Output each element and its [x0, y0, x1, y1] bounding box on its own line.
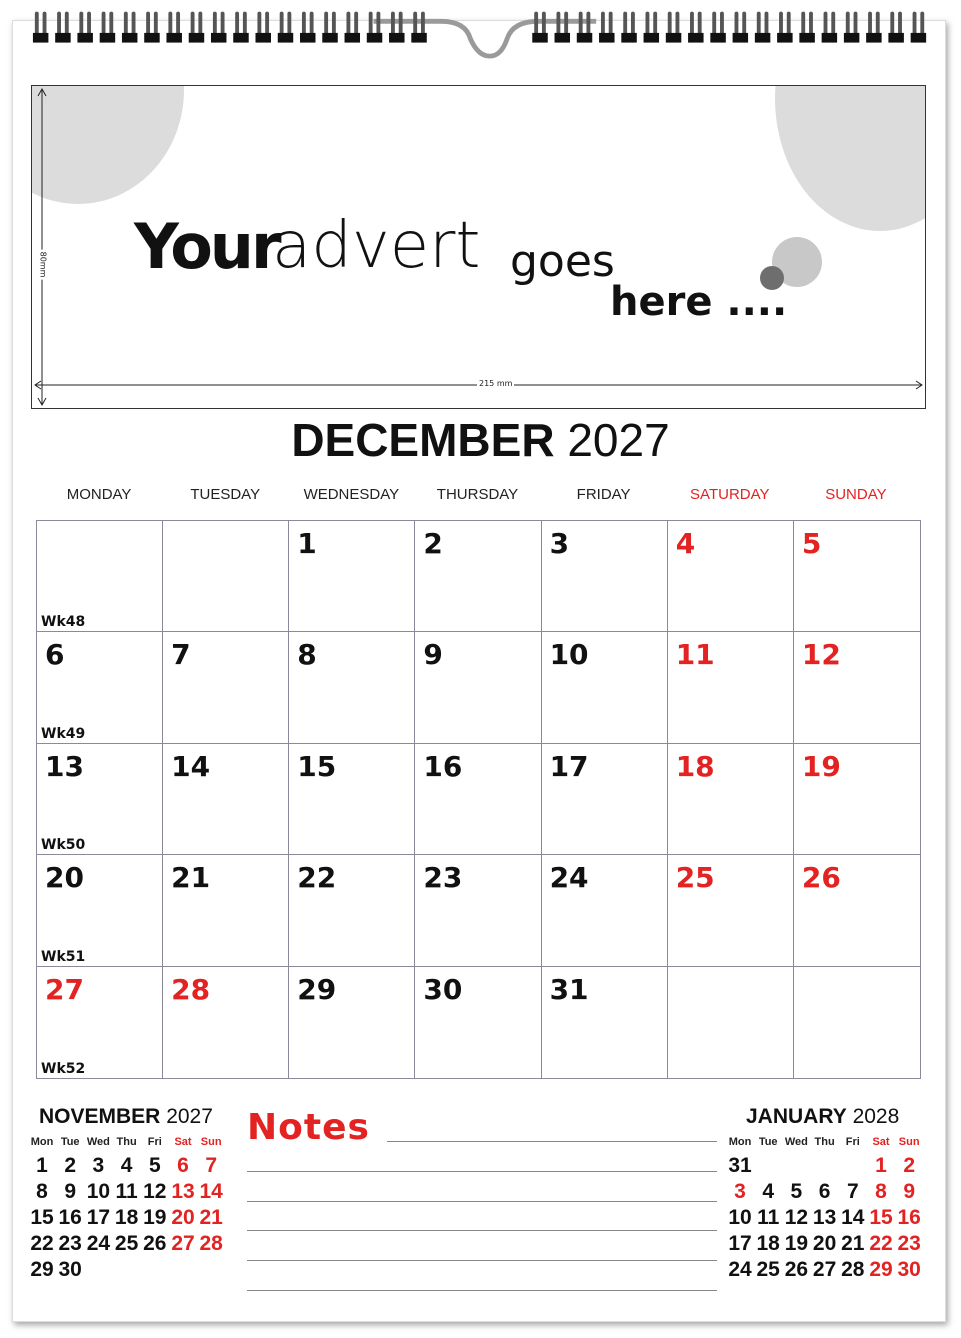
day-cell[interactable] [37, 855, 163, 966]
binding-hole [367, 33, 382, 43]
mini-day-number: 8 [875, 1180, 887, 1203]
month-name: DECEMBER [291, 414, 555, 466]
binding-hole [822, 33, 837, 43]
month-year: 2027 [567, 414, 670, 466]
day-cell[interactable] [415, 855, 541, 966]
day-cell[interactable] [542, 521, 668, 632]
day-number: 3 [549, 527, 570, 560]
mini-day-number: 3 [92, 1154, 105, 1177]
mini-weekday-mon: Mon [728, 1136, 752, 1148]
binding-hole [33, 33, 48, 43]
mini-calendar-november [28, 1102, 228, 1284]
mini-day-number: 31 [728, 1154, 752, 1177]
binding-hole [599, 33, 614, 43]
day-cell[interactable] [668, 967, 794, 1078]
day-number: 25 [675, 861, 715, 895]
advert-text-your: Your [134, 210, 279, 283]
day-cell[interactable] [542, 632, 668, 743]
mini-day-number: 15 [869, 1206, 893, 1229]
mini-day-number: 16 [58, 1206, 82, 1229]
mini-day-number: 13 [171, 1180, 195, 1203]
mini-week-row [726, 1154, 926, 1180]
mini-day-number: 9 [64, 1180, 77, 1203]
mini-weekday-thu: Thu [116, 1136, 137, 1148]
day-cell[interactable] [794, 744, 920, 855]
advert-text-here: here .... [610, 279, 788, 325]
mini-weekday-mon: Mon [30, 1136, 54, 1148]
day-number: 17 [549, 749, 589, 783]
mini-day-number: 24 [86, 1232, 111, 1255]
mini-day-number: 12 [143, 1180, 167, 1203]
mini-month-year: 2028 [852, 1105, 900, 1128]
mini-day-number: 2 [903, 1154, 916, 1177]
day-cell[interactable] [163, 744, 289, 855]
mini-weekday-sat: Sat [174, 1136, 192, 1148]
binding-hole [300, 33, 315, 43]
mini-day-number: 20 [812, 1232, 837, 1255]
day-cell[interactable] [163, 967, 289, 1078]
mini-day-number: 5 [148, 1154, 161, 1177]
mini-week-row [726, 1206, 926, 1232]
mini-day-number: 30 [897, 1258, 921, 1281]
binding-hole [345, 33, 360, 43]
day-number: 10 [549, 638, 589, 672]
mini-day-number: 9 [903, 1180, 916, 1203]
mini-day-number: 28 [199, 1232, 223, 1255]
mini-day-number: 25 [756, 1258, 780, 1281]
weekday-friday: FRIDAY [576, 486, 631, 503]
day-number: 9 [423, 638, 443, 672]
mini-day-number: 7 [205, 1154, 218, 1177]
day-cell[interactable] [542, 855, 668, 966]
day-cell[interactable] [289, 967, 415, 1078]
day-number: 23 [423, 861, 463, 895]
mini-day-number: 4 [120, 1154, 133, 1177]
mini-day-number: 23 [58, 1232, 82, 1255]
day-number: 12 [801, 638, 841, 672]
mini-day-number: 16 [897, 1206, 921, 1229]
binding-hole [577, 33, 592, 43]
binding-hole [278, 33, 293, 43]
weekday-monday: MONDAY [66, 486, 132, 503]
mini-month-name: JANUARY [746, 1105, 847, 1128]
mini-weekday-row [28, 1136, 228, 1154]
mini-weekday-tue: Tue [60, 1136, 80, 1148]
mini-day-number: 3 [734, 1180, 746, 1203]
binding-hole [144, 33, 159, 43]
day-cell[interactable] [668, 855, 794, 966]
mini-week-row [28, 1206, 228, 1232]
mini-days [28, 1154, 228, 1284]
mini-weekday-thu: Thu [814, 1136, 835, 1148]
binding-hole [233, 33, 248, 43]
day-cell[interactable] [163, 855, 289, 966]
day-number: 27 [45, 972, 84, 1006]
mini-day-number: 25 [114, 1232, 139, 1255]
day-number: 22 [297, 861, 337, 895]
day-cell[interactable] [542, 967, 668, 1078]
mini-weekday-tue: Tue [758, 1136, 778, 1148]
binding-hole [911, 33, 926, 43]
mini-week-row [28, 1180, 228, 1206]
day-cell[interactable] [668, 744, 794, 855]
day-cell[interactable] [668, 521, 794, 632]
day-number: 5 [801, 527, 822, 560]
mini-day-number: 21 [199, 1206, 223, 1229]
binding-hole [122, 33, 137, 43]
day-cell[interactable] [542, 744, 668, 855]
mini-month-name: NOVEMBER [39, 1105, 161, 1128]
day-number: 29 [297, 972, 337, 1006]
week-number: Wk51 [41, 948, 86, 965]
binding-hole [688, 33, 703, 43]
mini-day-number: 10 [86, 1180, 111, 1203]
weekday-tuesday: TUESDAY [190, 486, 261, 503]
advert-text-goes: goes [510, 236, 615, 287]
day-number: 16 [423, 749, 463, 783]
binding-hole [644, 33, 659, 43]
mini-day-number: 11 [757, 1206, 780, 1229]
mini-day-number: 5 [790, 1180, 803, 1203]
mini-week-row [28, 1258, 228, 1284]
mini-weekday-sat: Sat [872, 1136, 890, 1148]
week-number: Wk52 [41, 1060, 86, 1077]
mini-day-number: 19 [784, 1232, 809, 1255]
mini-day-number: 4 [762, 1180, 775, 1203]
mini-day-number: 1 [875, 1154, 887, 1177]
mini-day-number: 18 [114, 1206, 139, 1229]
mini-day-number: 12 [784, 1206, 809, 1229]
mini-day-number: 10 [728, 1206, 752, 1229]
day-number: 19 [801, 749, 841, 783]
binding-hole [256, 33, 271, 43]
day-number: 2 [423, 527, 443, 560]
binding-hole [100, 33, 115, 43]
mini-weekday-sun: Sun [200, 1136, 222, 1148]
binding-hole [555, 33, 570, 43]
advert-text-advert: advert [272, 209, 481, 283]
binding-hole [710, 33, 725, 43]
day-cell[interactable] [415, 744, 541, 855]
binding-hole [211, 33, 226, 43]
mini-day-number: 26 [143, 1232, 167, 1255]
mini-day-number: 27 [812, 1258, 837, 1281]
advert-dimension-arrows [32, 86, 925, 408]
mini-day-number: 15 [30, 1206, 54, 1229]
mini-day-number: 6 [177, 1154, 189, 1177]
mini-weekday-row [726, 1136, 926, 1154]
day-number: 30 [423, 972, 463, 1006]
day-cell[interactable] [37, 632, 163, 743]
mini-day-number: 19 [143, 1206, 167, 1229]
day-cell[interactable] [37, 521, 163, 632]
day-cell[interactable] [794, 521, 920, 632]
day-cell[interactable] [794, 855, 920, 966]
mini-month-year: 2027 [166, 1105, 213, 1128]
day-number: 6 [45, 638, 65, 672]
mini-day-number: 1 [36, 1154, 48, 1177]
day-number: 11 [675, 638, 715, 672]
mini-day-number: 13 [812, 1206, 837, 1229]
binding-hole [755, 33, 770, 43]
binding-hole [777, 33, 792, 43]
mini-day-number: 6 [818, 1180, 831, 1203]
binding-hole [621, 33, 636, 43]
mini-week-row [28, 1232, 228, 1258]
day-cell[interactable] [415, 967, 541, 1078]
mini-week-row [726, 1180, 926, 1206]
binding-hole [532, 33, 547, 43]
day-number: 24 [549, 861, 589, 895]
month-title [0, 412, 961, 468]
mini-day-number: 29 [869, 1258, 893, 1281]
day-number: 26 [801, 861, 841, 895]
mini-day-number: 17 [86, 1206, 111, 1229]
mini-week-row [28, 1154, 228, 1180]
weekday-thursday: THURSDAY [436, 486, 519, 503]
weekday-saturday: SATURDAY [690, 486, 770, 503]
mini-day-number: 14 [199, 1180, 223, 1203]
note-line[interactable] [247, 1230, 717, 1231]
mini-day-number: 27 [171, 1232, 195, 1255]
binding-hole [55, 33, 70, 43]
day-cell[interactable] [289, 521, 415, 632]
week-number: Wk48 [41, 614, 86, 631]
weekday-sunday: SUNDAY [825, 486, 887, 503]
day-cell[interactable] [289, 632, 415, 743]
mini-day-number: 11 [115, 1180, 138, 1203]
month-grid [36, 520, 921, 1079]
mini-day-number: 30 [58, 1258, 82, 1281]
binding-hole [189, 33, 204, 43]
mini-day-number: 22 [869, 1232, 893, 1255]
mini-day-number: 21 [841, 1232, 865, 1255]
mini-day-number: 8 [36, 1180, 48, 1203]
day-number: 28 [171, 972, 211, 1006]
mini-day-number: 26 [784, 1258, 809, 1281]
day-number: 14 [171, 749, 211, 783]
week-number: Wk50 [41, 837, 86, 854]
mini-day-number: 23 [897, 1232, 921, 1255]
day-number: 1 [297, 527, 317, 560]
note-line[interactable] [247, 1201, 717, 1202]
day-cell[interactable] [37, 744, 163, 855]
day-number: 7 [171, 638, 191, 672]
mini-week-row [726, 1232, 926, 1258]
binding-hole [166, 33, 181, 43]
weekday-wednesday: WEDNESDAY [303, 486, 400, 503]
advert-width-label: 215 mm [479, 379, 513, 388]
mini-weekday-fri: Fri [845, 1136, 860, 1148]
day-cell[interactable] [794, 967, 920, 1078]
day-cell[interactable] [163, 521, 289, 632]
day-number: 15 [297, 749, 337, 783]
mini-weekday-fri: Fri [147, 1136, 162, 1148]
note-line[interactable] [247, 1260, 717, 1261]
binding-hole [888, 33, 903, 43]
binding-hole [411, 33, 426, 43]
binding-hole [733, 33, 748, 43]
day-number: 31 [549, 972, 589, 1006]
mini-day-number: 22 [30, 1232, 54, 1255]
mini-day-number: 29 [30, 1258, 54, 1281]
day-cell[interactable] [415, 521, 541, 632]
mini-day-number: 7 [846, 1180, 859, 1203]
day-cell[interactable] [289, 855, 415, 966]
day-number: 13 [45, 749, 84, 783]
day-number: 18 [675, 749, 715, 783]
day-number: 20 [45, 861, 84, 895]
mini-weekday-sun: Sun [898, 1136, 920, 1148]
note-line[interactable] [247, 1290, 717, 1291]
mini-weekday-wed: Wed [86, 1136, 110, 1148]
note-line[interactable] [247, 1171, 717, 1172]
binding-hole [666, 33, 681, 43]
binding-hole [866, 33, 881, 43]
day-number: 8 [297, 638, 317, 672]
mini-weekday-wed: Wed [784, 1136, 808, 1148]
day-cell[interactable] [415, 632, 541, 743]
spiral-binding [0, 0, 961, 60]
day-cell[interactable] [37, 967, 163, 1078]
binding-hole [77, 33, 92, 43]
day-number: 4 [675, 527, 696, 560]
binding-hole [322, 33, 337, 43]
day-number: 21 [171, 861, 211, 895]
mini-day-number: 24 [728, 1258, 752, 1281]
mini-day-number: 17 [728, 1232, 752, 1255]
advert-area [31, 85, 926, 409]
binding-hole [844, 33, 859, 43]
day-cell[interactable] [668, 632, 794, 743]
binding-hole [799, 33, 814, 43]
note-line[interactable] [387, 1141, 717, 1142]
mini-week-row [726, 1258, 926, 1284]
binding-hole [389, 33, 404, 43]
day-cell[interactable] [794, 632, 920, 743]
day-cell[interactable] [163, 632, 289, 743]
advert-height-label: 80mm [38, 251, 48, 278]
notes-title: Notes [247, 1107, 370, 1148]
mini-day-number: 18 [756, 1232, 780, 1255]
mini-day-number: 14 [841, 1206, 865, 1229]
mini-day-number: 28 [841, 1258, 865, 1281]
mini-days [726, 1154, 926, 1284]
day-cell[interactable] [289, 744, 415, 855]
mini-calendar-january [726, 1102, 926, 1284]
mini-day-number: 2 [64, 1154, 77, 1177]
week-number: Wk49 [41, 725, 86, 742]
mini-day-number: 20 [171, 1206, 195, 1229]
